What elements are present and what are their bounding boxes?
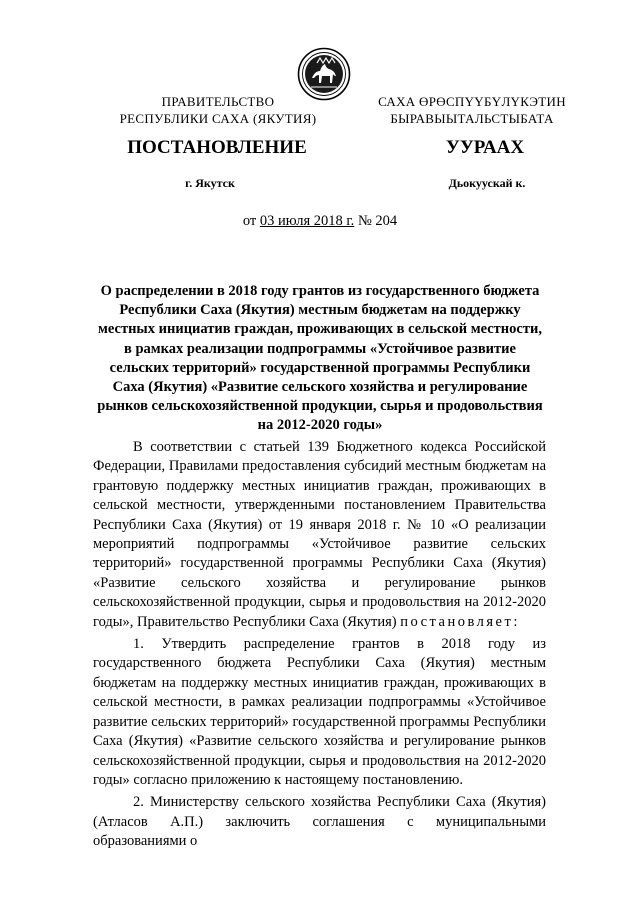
- document-body: [93, 438, 546, 855]
- item-2-paragraph: 2. Министерству сельского хозяйства Республики Саха (Якутия) (Атласов А.П.) заключить соглашения с муниципальными образованиями о: [93, 794, 546, 850]
- issuer-name-russian: [118, 93, 318, 127]
- doc-type-yakut: УУРААХ: [445, 137, 525, 158]
- preamble-paragraph: [93, 438, 546, 632]
- issuer-line: РЕСПУБЛИКИ САХА (ЯКУТИЯ): [119, 111, 317, 126]
- document-date: 03 июля 2018 г.: [259, 213, 355, 229]
- issuer-line: БЫРАВЫЫТАЛЬСТЫБАТА: [390, 111, 554, 126]
- document-number: 204: [375, 213, 398, 229]
- issuer-line: ПРАВИТЕЛЬСТВО: [161, 94, 275, 109]
- issuer-line: САХА ӨРӨСПҮҮБҮЛҮКЭТИН: [378, 94, 566, 109]
- document-title: О распределении в 2018 году грантов из государственного бюджета Республики Саха (Якутия) местным бюджетам на поддержку местных инициатив граждан, проживающих в сельской местности, в рамках реализации подпрограммы «Устойчивое развитие сельских территорий» государственной программы Республики Саха (Якутия) «Развитие сельского хозяйства и регулирование рынков сельскохозяйственной продукции, сырья и продовольствия на 2012-2020 годы»: [97, 283, 543, 434]
- preamble-text: В соответствии с статьей 139 Бюджетного кодекса Российской Федерации, Правилами предоставления субсидий местным бюджетам на грантовую поддержку местных инициатив граждан, проживающих в сельской местности, утвержденными постановлением Правительства Республики Саха (Якутия) от 19 января 2018 г. № 10 «О реализации мероприятий подпрограммы «Устойчивое развитие сельских территорий» государственной программы Республики Саха (Якутия) «Развитие сельского хозяйства и регулирование рынков сельскохозяйственной продукции, сырья и продовольствия на 2012-2020 годы», Правительство Республики Саха (Якутия): [93, 439, 546, 630]
- issuer-name-yakut: [372, 93, 572, 127]
- city-russian: г. Якутск: [185, 176, 235, 190]
- date-prefix: от: [242, 213, 260, 229]
- city-yakut: Дьокуускай к.: [448, 176, 526, 190]
- doc-type-russian: ПОСТАНОВЛЕНИЕ: [127, 137, 307, 158]
- number-prefix: №: [354, 213, 376, 229]
- item-1-paragraph: 1. Утвердить распределение грантов в 2018 году из государственного бюджета Республики Саха (Якутия) местным бюджетам на поддержку местных инициатив граждан, проживающих в сельской местности, в рамках реализации подпрограммы «Устойчивое развитие сельских территорий» государственной программы Республики Саха (Якутия) «Развитие сельского хозяйства и регулирование рынков сельскохозяйственной продукции, сырья и продовольствия на 2012-2020 годы» согласно приложению к настоящему постановлению.: [93, 636, 546, 788]
- resolves-word: постановляет:: [400, 613, 520, 630]
- date-and-number: [0, 213, 640, 230]
